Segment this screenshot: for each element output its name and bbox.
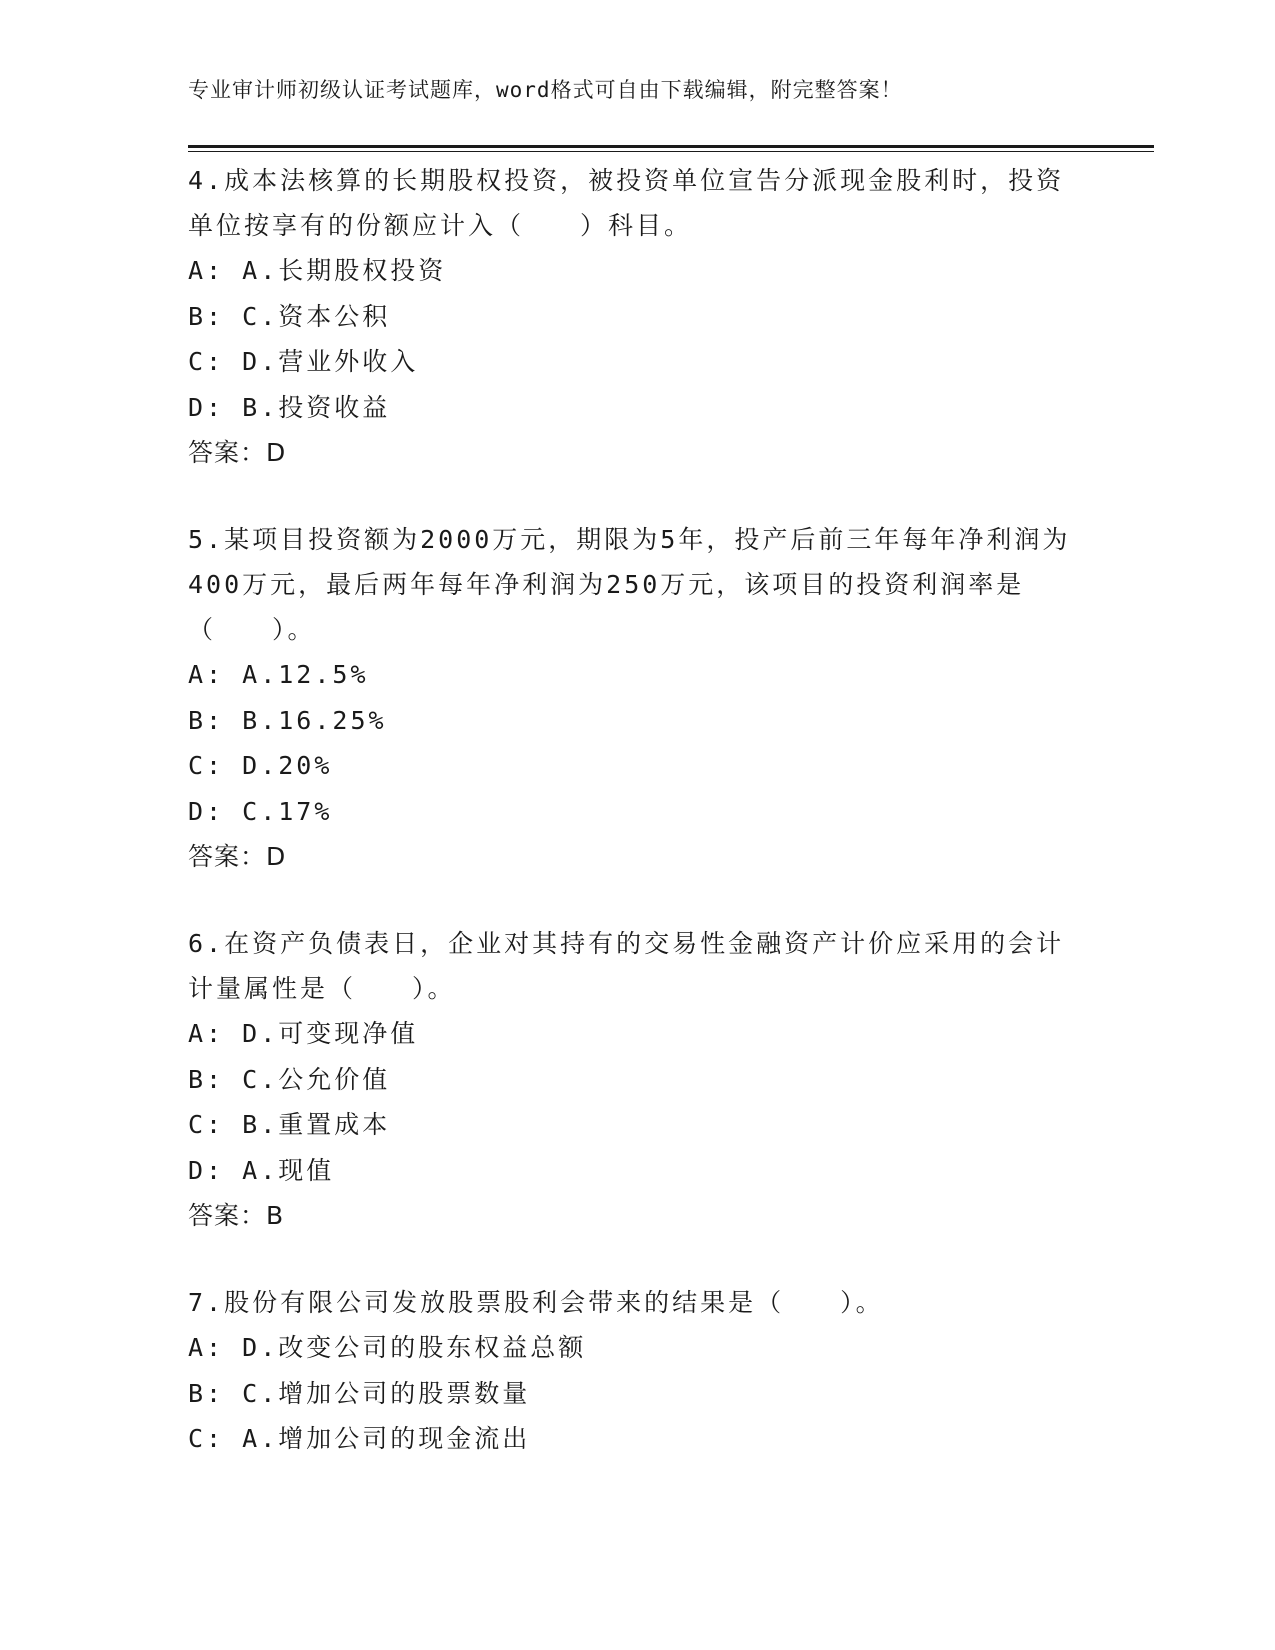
page-header: 专业审计师初级认证考试题库，word格式可自由下载编辑，附完整答案！ (188, 78, 903, 102)
question-7 (188, 1280, 1088, 1462)
header-rule-thin (188, 151, 1154, 152)
question-text: 4.成本法核算的长期股权投资，被投资单位宣告分派现金股利时，投资单位按享有的份额应计入（ ）科目。 (188, 166, 1065, 240)
option-a: A: A.长期股权投资 (188, 256, 447, 285)
question-text: 6.在资产负债表日，企业对其持有的交易性金融资产计价应采用的会计计量属性是（ ）。 (188, 929, 1065, 1003)
option-a: A: D.改变公司的股东权益总额 (188, 1333, 587, 1362)
option-a: A: D.可变现净值 (188, 1019, 419, 1048)
option-d: D: A.现值 (188, 1155, 335, 1185)
option-c: C: D.营业外收入 (188, 347, 419, 376)
option-b: B: C.公允价值 (188, 1064, 391, 1094)
question-list (188, 158, 1088, 1504)
question-6 (188, 921, 1088, 1238)
answer-line: 答案：D (188, 438, 287, 467)
option-b: B: C.资本公积 (188, 301, 391, 331)
question-text: 5.某项目投资额为2000万元，期限为5年，投产后前三年每年净利润为400万元，最后两年每年净利润为250万元，该项目的投资利润率是（ ）。 (188, 525, 1071, 644)
option-c: C: B.重置成本 (188, 1110, 391, 1139)
question-5 (188, 517, 1088, 879)
header-rule-thick (188, 145, 1154, 148)
option-c: C: A.增加公司的现金流出 (188, 1424, 531, 1453)
answer-line: 答案：D (188, 842, 287, 871)
option-b: B: B.16.25% (188, 705, 387, 735)
option-c: C: D.20% (188, 751, 333, 780)
answer-line: 答案：B (188, 1201, 285, 1230)
question-4 (188, 158, 1088, 475)
option-d: D: B.投资收益 (188, 392, 391, 422)
option-b: B: C.增加公司的股票数量 (188, 1378, 531, 1408)
option-d: D: C.17% (188, 796, 333, 826)
question-text: 7.股份有限公司发放股票股利会带来的结果是（ ）。 (188, 1288, 884, 1317)
option-a: A: A.12.5% (188, 660, 369, 689)
